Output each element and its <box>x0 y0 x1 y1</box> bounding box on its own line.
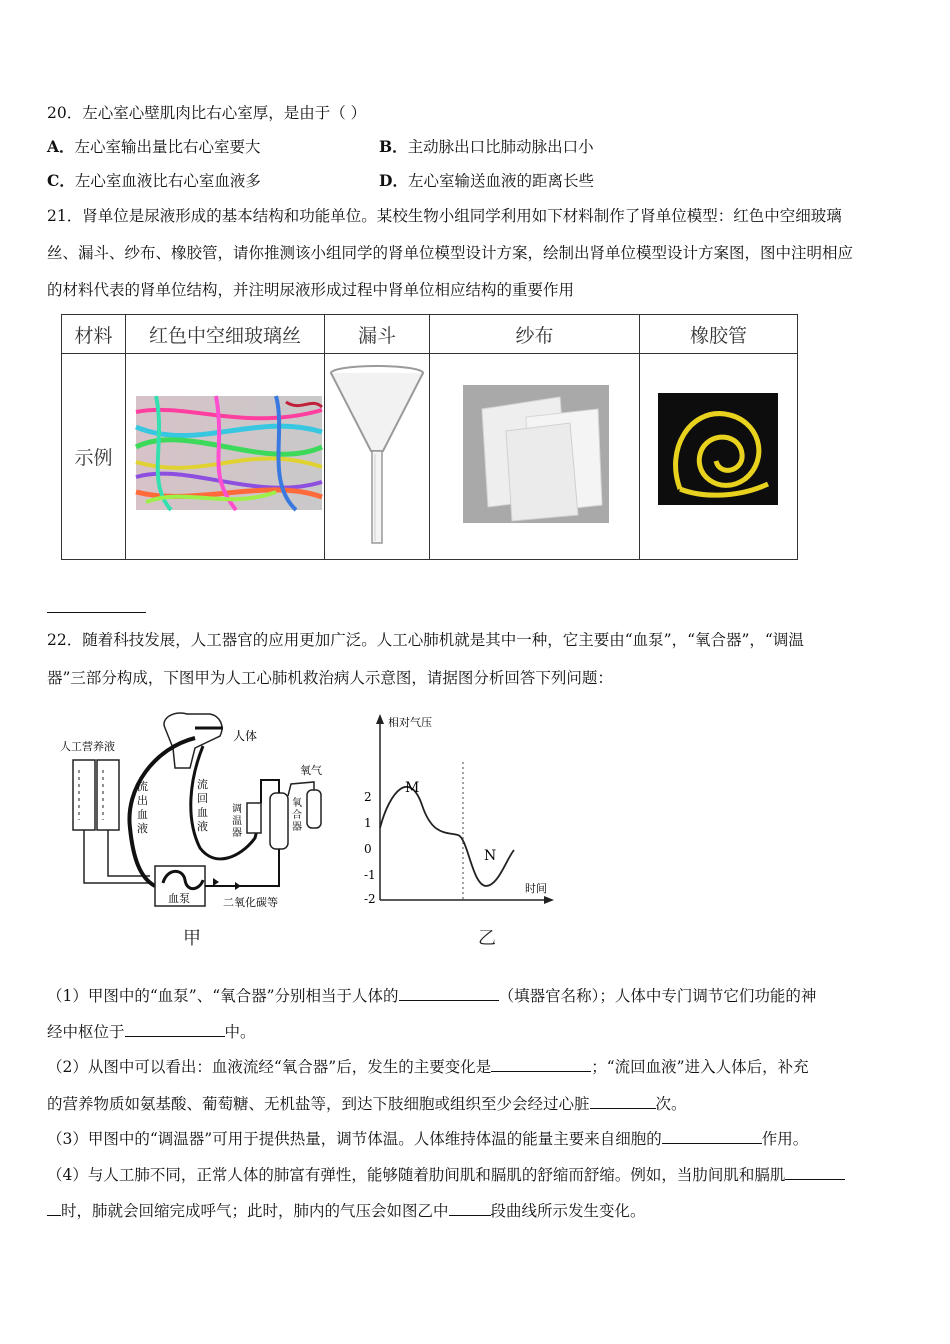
q20-option-b-text: 主动脉出口比肺动脉出口小 <box>407 138 594 156</box>
y-tick-1: 1 <box>364 816 372 830</box>
q21-line-1: 21．肾单位是尿液形成的基本结构和功能单位。某校生物小组同学利用如下材料制作了肾单位模型：红色中空细玻璃 <box>47 207 842 225</box>
q22-sub4-line-1 <box>47 1164 845 1185</box>
q20-option-d-text: 左心室输送血液的距离长些 <box>407 172 594 190</box>
q22-sub4-line-2 <box>47 1200 646 1221</box>
row-label-example: 示例 <box>62 354 126 560</box>
q20-option-a-label: A． <box>47 137 75 156</box>
q21-line-2: 丝、漏斗、纱布、橡胶管，请你推测该小组同学的肾单位模型设计方案，绘制出肾单位模型设计方案图，图中注明相应 <box>47 244 854 262</box>
funnel-image <box>325 359 429 549</box>
label-oxygenator <box>292 796 305 833</box>
q20-option-a-text: 左心室输出量比右心室要大 <box>74 138 261 156</box>
q22-sub1-line-2 <box>47 1021 256 1042</box>
q22-sub4-text-c: 段曲线所示发生变化。 <box>490 1202 646 1220</box>
y-tick-0: 0 <box>364 842 372 856</box>
q20-option-a[interactable] <box>47 137 261 157</box>
q20-option-d[interactable] <box>379 171 594 191</box>
label-outflow-char-3: 血 <box>137 808 148 821</box>
q22-sub2-blank-2[interactable] <box>590 1093 656 1109</box>
q20-option-b[interactable] <box>379 137 594 157</box>
label-outflow-char-2: 出 <box>137 794 148 807</box>
y-tick-neg2: -2 <box>364 892 376 906</box>
figure-pressure-curve <box>360 710 560 910</box>
header-cell-funnel: 漏斗 <box>325 315 430 354</box>
label-thermo <box>232 803 245 839</box>
label-pump: 血泵 <box>168 892 190 905</box>
q22-sub1-text-d: 中。 <box>224 1023 256 1041</box>
q20-option-d-label: D． <box>379 171 408 190</box>
figure-heart-lung-machine <box>55 708 325 914</box>
y-tick-neg1: -1 <box>364 868 376 882</box>
q22-sub4-blank-1b[interactable] <box>47 1200 61 1216</box>
header-cell-material: 材料 <box>62 315 126 354</box>
q22-sub1-text-c: 经中枢位于 <box>47 1023 125 1041</box>
rubber-tube-cell <box>640 354 798 560</box>
funnel-cell <box>325 354 430 560</box>
figure-yi-caption: 乙 <box>478 928 496 949</box>
label-nutrient: 人工营养液 <box>60 740 115 753</box>
q22-line-1: 22．随着科技发展，人工器官的应用更加广泛。人工心肺机就是其中一种，它主要由“血泵”，“氧合器”，“调温 <box>47 631 804 649</box>
q22-sub3-text-b: 作用。 <box>761 1130 809 1148</box>
q20-option-c[interactable] <box>47 171 261 191</box>
x-axis-label: 时间 <box>525 882 547 895</box>
q22-sub2-text-b: ；“流回血液”进入人体后，补充 <box>591 1058 809 1076</box>
label-outflow-char-4: 液 <box>137 822 148 835</box>
q22-sub1-text-b: （填器官名称）；人体中专门调节它们功能的神 <box>498 987 817 1005</box>
q20-option-c-text: 左心室血液比右心室血液多 <box>74 172 261 190</box>
label-oxygenator-char-3: 器 <box>292 822 302 833</box>
q22-line-2: 器”三部分构成，下图甲为人工心肺机救治病人示意图，请据图分析回答下列问题： <box>47 669 613 687</box>
label-return-char-2: 回 <box>197 792 208 805</box>
q22-sub4-text-b: 时，肺就会回缩完成呼气；此时，肺内的气压会如图乙中 <box>61 1202 449 1220</box>
q22-sub1-text-a: （1）甲图中的“血泵”、“氧合器”分别相当于人体的 <box>47 987 399 1005</box>
label-return <box>197 777 212 833</box>
q20-option-b-label: B． <box>379 137 408 156</box>
q22-sub3-blank-1[interactable] <box>662 1128 762 1144</box>
label-thermo-char-2: 温 <box>232 816 242 827</box>
q22-sub2-text-a: （2）从图中可以看出：血液流经“氧合器”后，发生的主要变化是 <box>47 1058 492 1076</box>
label-oxygen: 氧气 <box>300 764 322 777</box>
label-oxygenator-char-2: 合 <box>292 810 302 821</box>
label-oxygenator-char-1: 氧 <box>292 798 302 809</box>
q22-sub1-blank-1[interactable] <box>399 985 499 1001</box>
materials-table <box>61 314 798 560</box>
point-n-label: N <box>484 848 497 864</box>
q20-stem: 20．左心室心壁肌肉比右心室厚，是由于（ ） <box>47 104 367 122</box>
label-return-char-3: 血 <box>197 806 208 819</box>
label-co2: 二氧化碳等 <box>223 896 278 909</box>
figure-jia-caption: 甲 <box>183 928 201 949</box>
label-return-char-4: 液 <box>197 820 208 833</box>
materials-table-example-row <box>62 354 798 560</box>
label-outflow-char-1: 流 <box>137 780 148 793</box>
q22-sub2-text-c: 的营养物质如氨基酸、葡萄糖、无机盐等，到达下肢细胞或组织至少会经过心脏 <box>47 1095 590 1113</box>
y-axis-label: 相对气压 <box>388 716 432 729</box>
point-m-label: M <box>405 780 420 796</box>
gauze-image <box>430 379 639 529</box>
q22-sub2-text-d: 次。 <box>655 1095 687 1113</box>
materials-table-header-row <box>62 315 798 354</box>
header-cell-glass-filament: 红色中空细玻璃丝 <box>126 315 325 354</box>
label-human: 人体 <box>233 729 258 743</box>
header-cell-gauze: 纱布 <box>430 315 640 354</box>
q22-sub4-blank-1a[interactable] <box>785 1164 845 1180</box>
q22-sub2-line-2 <box>47 1093 687 1114</box>
gauze-cell <box>430 354 640 560</box>
rubber-tube-image <box>640 379 797 529</box>
q22-sub1-line-1 <box>47 985 816 1006</box>
glass-filament-image <box>126 392 324 516</box>
glass-filament-cell <box>126 354 325 560</box>
separator-line <box>47 612 146 613</box>
q22-sub1-blank-2[interactable] <box>125 1021 225 1037</box>
q22-sub4-blank-2[interactable] <box>449 1200 491 1216</box>
q22-sub3-line-1 <box>47 1128 808 1149</box>
label-thermo-char-3: 器 <box>232 828 242 839</box>
q22-sub2-blank-1[interactable] <box>491 1056 591 1072</box>
pressure-curve-line <box>380 787 514 886</box>
label-thermo-char-1: 调 <box>232 804 242 815</box>
q22-sub2-line-1 <box>47 1056 809 1077</box>
q22-sub3-text-a: （3）甲图中的“调温器”可用于提供热量，调节体温。人体维持体温的能量主要来自细胞的 <box>47 1130 662 1148</box>
label-return-char-1: 流 <box>197 778 208 791</box>
q21-line-3: 的材料代表的肾单位结构，并注明尿液形成过程中肾单位相应结构的重要作用 <box>47 281 575 299</box>
q22-sub4-text-a: （4）与人工肺不同，正常人体的肺富有弹性，能够随着肋间肌和膈肌的舒缩而舒缩。例如，当肋间肌和膈肌 <box>47 1166 786 1184</box>
header-cell-rubber-tube: 橡胶管 <box>640 315 798 354</box>
y-tick-2: 2 <box>364 790 372 804</box>
label-outflow <box>137 779 152 835</box>
q20-option-c-label: C． <box>47 171 75 190</box>
